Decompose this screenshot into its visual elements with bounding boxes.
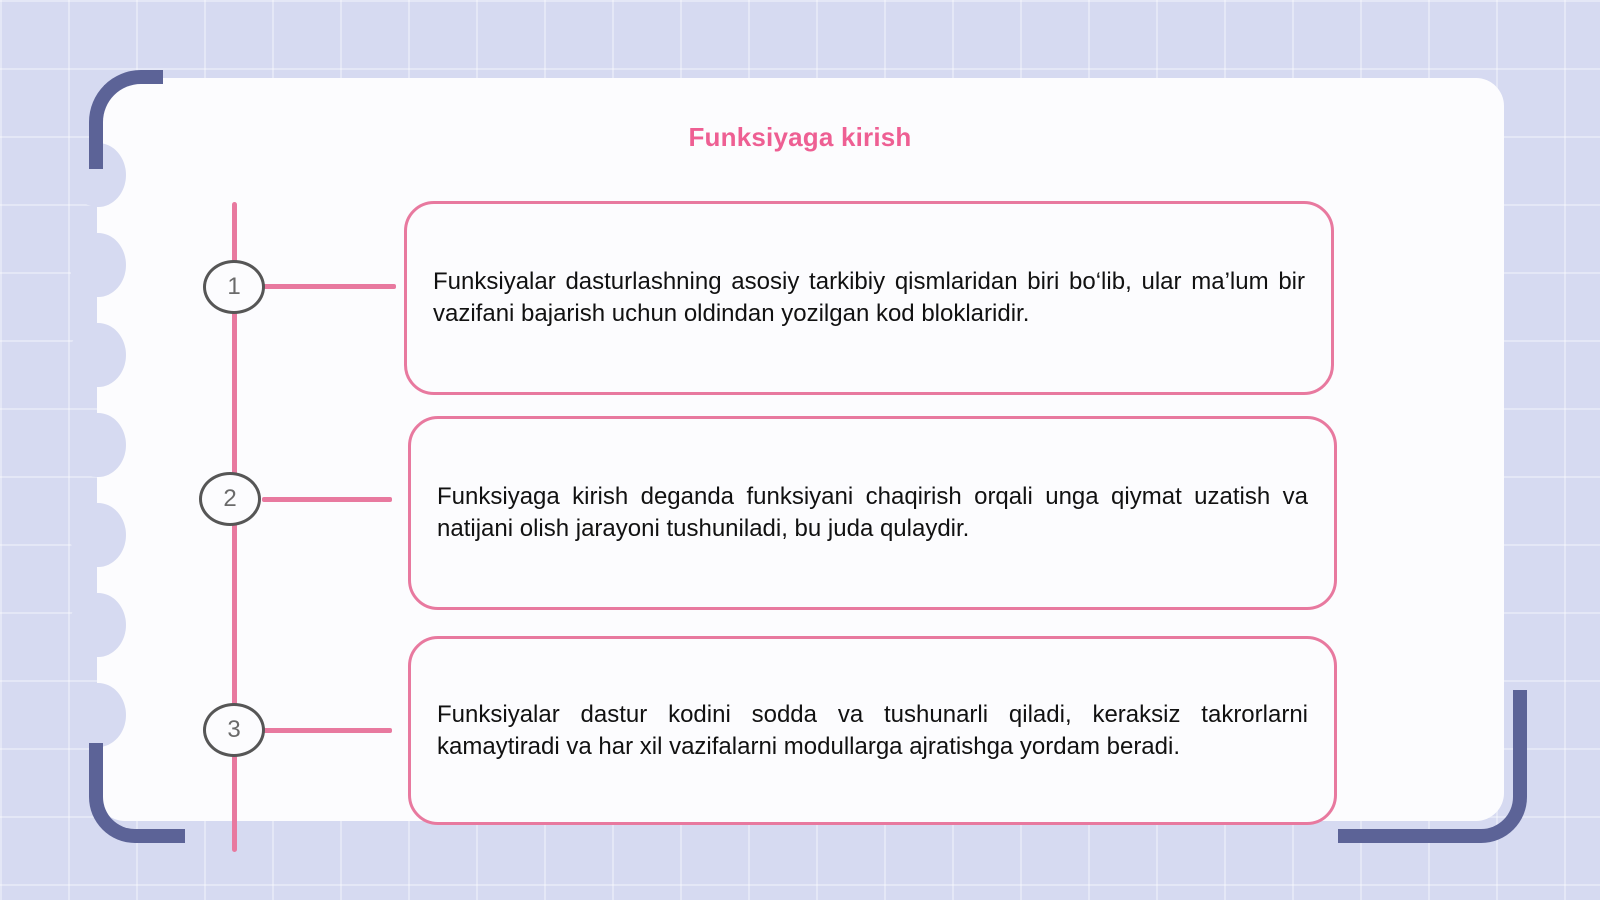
- scallop-decoration: [70, 683, 126, 747]
- step-number-badge: 3: [203, 703, 265, 757]
- step-text-box: [408, 636, 1337, 825]
- corner-bracket-bottom-left: [89, 743, 185, 843]
- scallop-decoration: [70, 593, 126, 657]
- scallop-decoration: [70, 413, 126, 477]
- step-connector: [262, 497, 392, 502]
- step-text-box: [408, 416, 1337, 610]
- step-text-box: [404, 201, 1334, 395]
- step-number-badge: 2: [199, 472, 261, 526]
- step-text: Funksiyaga kirish deganda funksiyani chaqirish orqali unga qiymat uzatish va natijani olish jarayoni tushuniladi, bu juda qulaydir.: [437, 483, 1308, 542]
- scallop-decoration: [70, 233, 126, 297]
- scallop-decoration: [70, 323, 126, 387]
- step-text: Funksiyalar dasturlashning asosiy tarkibiy qismlaridan biri bo‘lib, ular ma’lum bir vazifani bajarish uchun oldindan yozilgan kod bloklaridir.: [433, 268, 1305, 327]
- step-number-badge: 1: [203, 260, 265, 314]
- step-text: Funksiyalar dastur kodini sodda va tushunarli qiladi, keraksiz takrorlarni kamaytiradi va har xil vazifalarni modullarga ajratishga yordam beradi.: [437, 700, 1308, 760]
- step-connector: [262, 728, 392, 733]
- corner-bracket-bottom-right: [1338, 690, 1527, 843]
- step-connector: [262, 284, 396, 289]
- corner-bracket-top-left: [89, 70, 163, 169]
- slide-title: Funksiyaga kirish: [688, 122, 912, 152]
- scallop-decoration: [70, 503, 126, 567]
